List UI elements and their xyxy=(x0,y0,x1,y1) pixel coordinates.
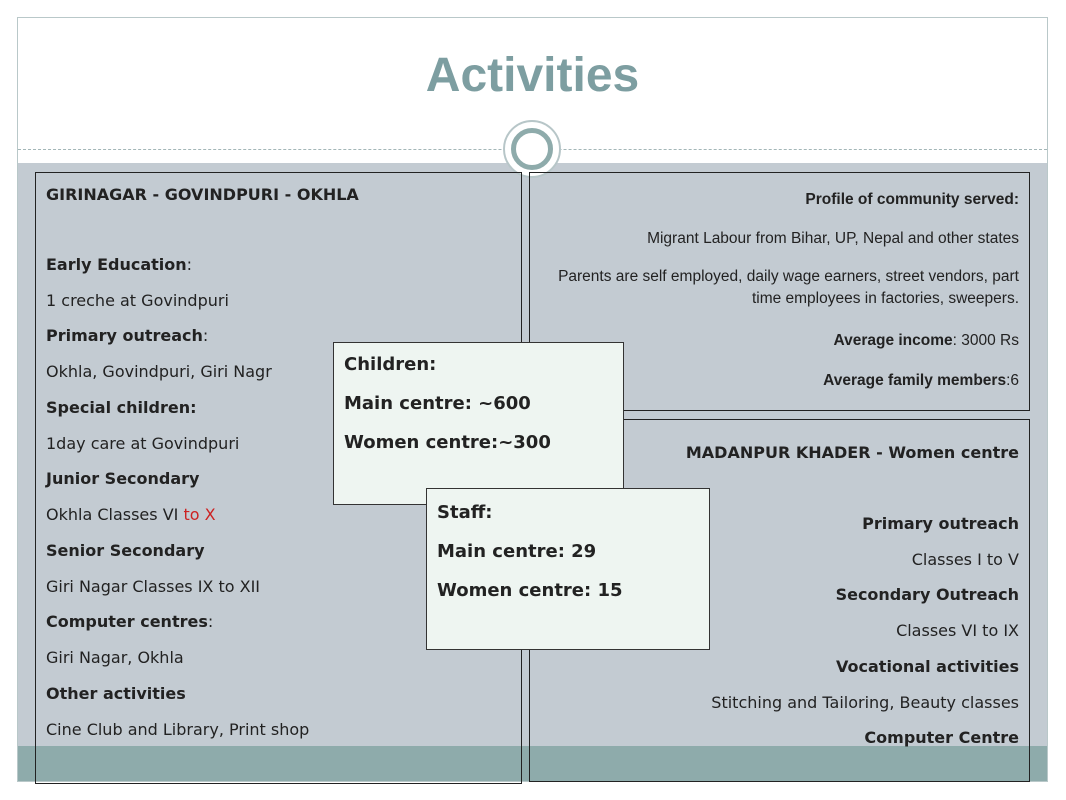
other-activities-value: Cine Club and Library, Print shop xyxy=(46,720,310,739)
primary-outreach-line: Primary outreach: xyxy=(46,326,209,345)
early-education-value: 1 creche at Govindpuri xyxy=(46,291,229,310)
profile-heading: Profile of community served: xyxy=(805,191,1019,208)
rb-secondary-value: Classes VI to IX xyxy=(896,621,1019,640)
slide-title: Activities xyxy=(425,49,640,102)
staff-callout xyxy=(426,488,710,650)
special-children-label: Special children: xyxy=(46,398,197,417)
junior-secondary-value: Okhla Classes VI to X xyxy=(46,505,216,524)
junior-secondary-label: Junior Secondary xyxy=(46,469,200,488)
ring-ornament-icon xyxy=(503,120,561,178)
staff-women-centre: Women centre: 15 xyxy=(437,580,623,601)
rb-vocational-label: Vocational activities xyxy=(836,657,1019,676)
rb-vocational-value: Stitching and Tailoring, Beauty classes xyxy=(711,693,1019,712)
early-education-line: Early Education: xyxy=(46,255,193,274)
staff-main-centre: Main centre: 29 xyxy=(437,541,597,562)
children-women-centre: Women centre:~300 xyxy=(344,432,551,453)
average-income-line: Average income: 3000 Rs xyxy=(833,332,1019,349)
senior-secondary-label: Senior Secondary xyxy=(46,541,205,560)
special-children-value: 1day care at Govindpuri xyxy=(46,434,240,453)
madanpur-heading: MADANPUR KHADER - Women centre xyxy=(685,443,1019,462)
migrant-text: Migrant Labour from Bihar, UP, Nepal and other states xyxy=(647,230,1019,247)
rb-primary-label: Primary outreach xyxy=(862,514,1019,533)
computer-centres-value: Giri Nagar, Okhla xyxy=(46,648,184,667)
left-heading: GIRINAGAR - GOVINDPURI - OKHLA xyxy=(46,185,359,204)
average-family-line: Average family members:6 xyxy=(823,372,1019,389)
computer-centres-line: Computer centres: xyxy=(46,612,214,631)
children-title: Children: xyxy=(344,354,437,375)
senior-secondary-value: Giri Nagar Classes IX to XII xyxy=(46,577,261,596)
staff-title: Staff: xyxy=(437,502,493,523)
rb-computer-label: Computer Centre xyxy=(864,728,1019,747)
other-activities-label: Other activities xyxy=(46,684,186,703)
rb-secondary-label: Secondary Outreach xyxy=(835,585,1019,604)
primary-outreach-value: Okhla, Govindpuri, Giri Nagr xyxy=(46,362,272,381)
children-main-centre: Main centre: ~600 xyxy=(344,393,531,414)
parents-text: Parents are self employed, daily wage earners, street vendors, part time employees in factories, sweepers. xyxy=(558,268,1019,307)
rb-primary-value: Classes I to V xyxy=(911,550,1019,569)
children-callout xyxy=(333,342,624,505)
